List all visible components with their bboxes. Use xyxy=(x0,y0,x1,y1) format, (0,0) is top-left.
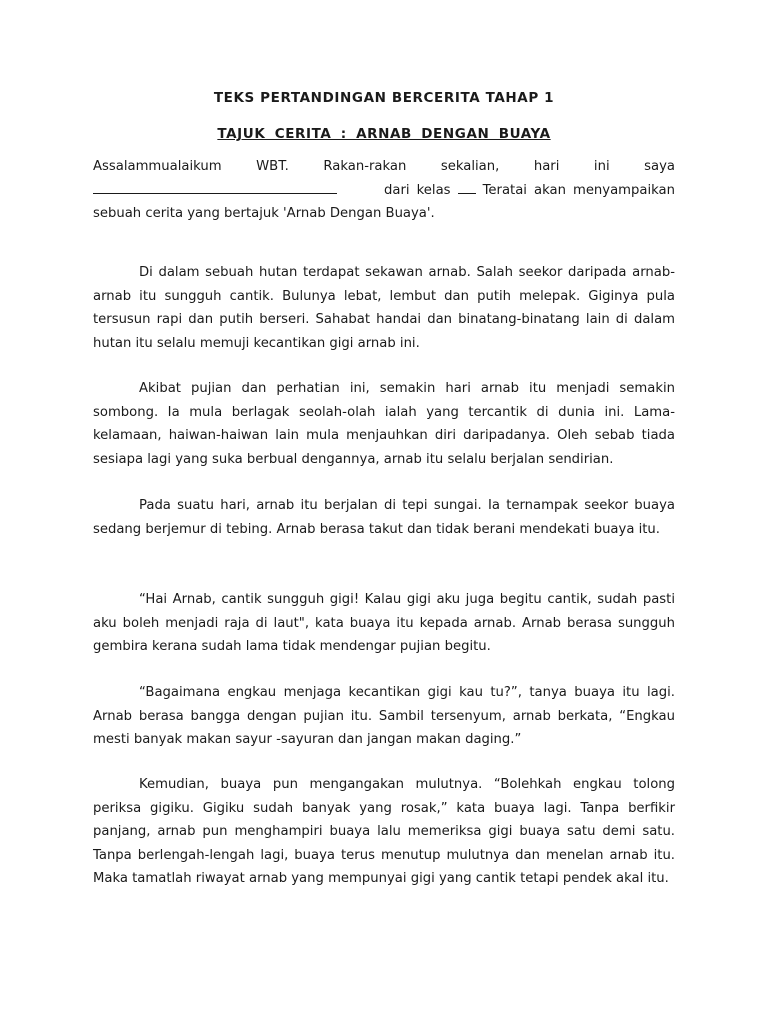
intro-text-3: Teratai akan menyampaikan sebuah cerita yang bertajuk 'Arnab Dengan Buaya'. xyxy=(93,182,675,222)
paragraph-text: Di dalam sebuah hutan terdapat sekawan arnab. Salah seekor daripada arnab-arnab itu sungguh cantik. Bulunya lebat, lembut dan putih melepak. Giginya pula tersusun rapi dan putih berseri. Sahabat handai dan binatang-binatang lain di dalam hutan itu selalu memuji kecantikan gigi arnab ini. xyxy=(93,265,675,351)
paragraph-text: Kemudian, buaya pun mengangakan mulutnya. “Bolehkah engkau tolong periksa gigiku. Gigiku sudah banyak yang rosak,” kata buaya lagi. Tanpa berfikir panjang, arnab pun menghampiri buaya lalu memeriksa gigi buaya satu demi satu. Tanpa berlengah-lengah lagi, buaya terus menutup mulutnya dan menelan arnab itu. Maka tamatlah riwayat arnab yang mempunyai gigi yang cantik tetapi pendek akal itu. xyxy=(93,777,675,887)
intro-paragraph xyxy=(93,155,675,226)
story-title: TAJUK CERITA : ARNAB DENGAN BUAYA xyxy=(217,126,551,142)
paragraph-text: Akibat pujian dan perhatian ini, semakin hari arnab itu menjadi semakin sombong. Ia mula berlagak seolah-olah ialah yang tercantik di dunia ini. Lama-kelamaan, haiwan-haiwan lain mula menjauhkan diri daripadanya. Oleh sebab tiada sesiapa lagi yang suka berbual dengannya, arnab itu selalu berjalan sendirian. xyxy=(93,381,675,467)
class-blank xyxy=(458,182,476,194)
paragraph-text: “Bagaimana engkau menjaga kecantikan gigi kau tu?”, tanya buaya itu lagi. Arnab berasa bangga dengan pujian itu. Sambil tersenyum, arnab berkata, “Engkau mesti banyak makan sayur -sayuran dan jangan makan daging.” xyxy=(93,685,675,748)
story-paragraph-2 xyxy=(93,377,675,471)
paragraph-text: Pada suatu hari, arnab itu berjalan di tepi sungai. Ia ternampak seekor buaya sedang berjemur di tebing. Arnab berasa takut dan tidak berani mendekati buaya itu. xyxy=(93,498,675,537)
story-paragraph-6 xyxy=(93,773,675,891)
intro-text-1: Assalammualaikum WBT. Rakan-rakan sekalian, hari ini saya xyxy=(93,159,675,174)
story-paragraph-4 xyxy=(93,588,675,659)
document-title: TEKS PERTANDINGAN BERCERITA TAHAP 1 xyxy=(213,90,555,106)
name-blank xyxy=(93,182,337,194)
intro-text-2: dari kelas xyxy=(384,182,451,198)
paragraph-text: “Hai Arnab, cantik sungguh gigi! Kalau gigi aku juga begitu cantik, sudah pasti aku boleh menjadi raja di laut", kata buaya itu kepada arnab. Arnab berasa sungguh gembira kerana sudah lama tidak mendengar pujian begitu. xyxy=(93,592,675,655)
story-paragraph-1 xyxy=(93,261,675,355)
story-paragraph-3 xyxy=(93,494,675,541)
story-paragraph-5 xyxy=(93,681,675,752)
